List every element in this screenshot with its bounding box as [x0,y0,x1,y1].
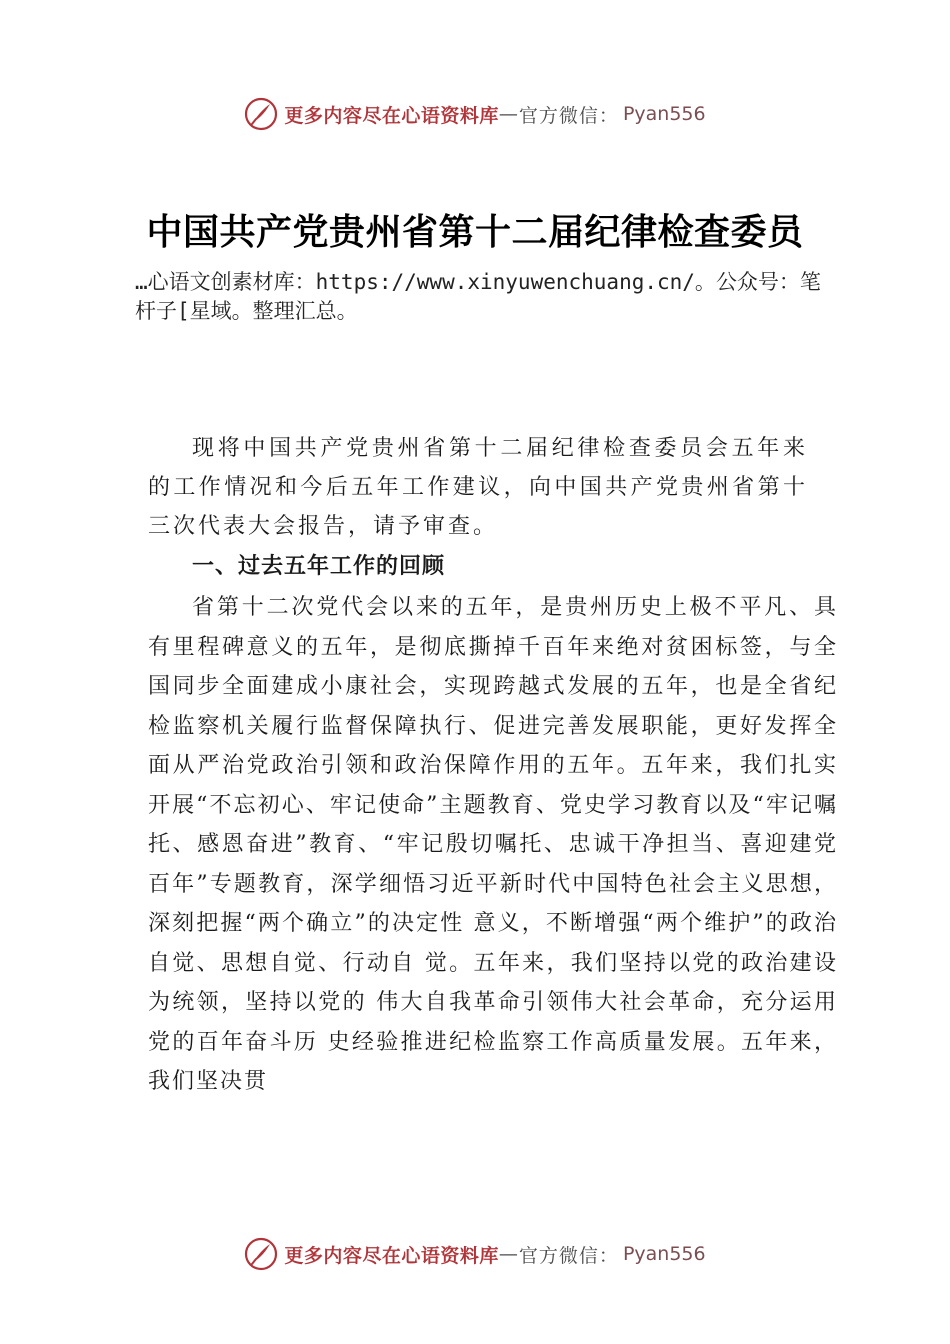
body-paragraph: 省第十二次党代会以来的五年，是贵州历史上极不平凡、具有里程碑意义的五年，是彻底撕掉千百年来绝对贫困标签，与全国同步全面建成小康社会，实现跨越式发展的五年，也是全省纪检监察机关履行监督保障执行、促进完善发展职能，更好发挥全面从严治党政治引领和政治保障作用的五年。五年来，我们扎实开展“不忘初心、牢记使命”主题教育、党史学习教育以及“牢记嘱托、感恩奋进”教育、“牢记殷切嘱托、忠诚干净担当、喜迎建党百年”专题教育，深学细悟习近平新时代中国特色社会主义思想，深刻把握“两个确立”的决定性 意义，不断增强“两个维护”的政治自觉、思想自觉、行动自 觉。五年来，我们坚持以党的政治建设为统领，坚持以党的 伟大自我革命引领伟大社会革命，充分运用党的百年奋斗历 史经验推进纪检监察工作高质量发展。五年来，我们坚决贯 [148,595,838,1094]
wechat-id: Pyan556 [622,103,706,125]
wechat-label: 官方微信： [518,1244,619,1267]
section-heading: 一、过去五年工作的回顾 [192,554,446,579]
promo-text: 更多内容尽在心语资料库 [284,104,499,127]
document-body [148,429,838,1102]
footer-watermark-banner [0,1234,950,1274]
source-note: …心语文创素材库：https://www.xinyuwenchuang.cn/。公众号：笔杆子[星域。整理汇总。 [135,270,821,323]
wechat-label: 官方微信： [518,104,619,127]
document-title: 中国共产党贵州省第十二届纪律检查委员 [146,211,804,253]
quill-pen-logo-icon [244,1237,278,1271]
promo-text: 更多内容尽在心语资料库 [284,1244,499,1267]
quill-pen-logo-icon [244,97,278,131]
intro-paragraph: 现将中国共产党贵州省第十二届纪律检查委员会五年来的工作情况和今后五年工作建议，向中国共产党贵州省第十三次代表大会报告，请予审查。 [148,436,808,539]
wechat-id: Pyan556 [622,1243,706,1265]
banner-separator: — [498,1243,519,1265]
header-watermark-banner [0,94,950,134]
banner-separator: — [498,103,519,125]
